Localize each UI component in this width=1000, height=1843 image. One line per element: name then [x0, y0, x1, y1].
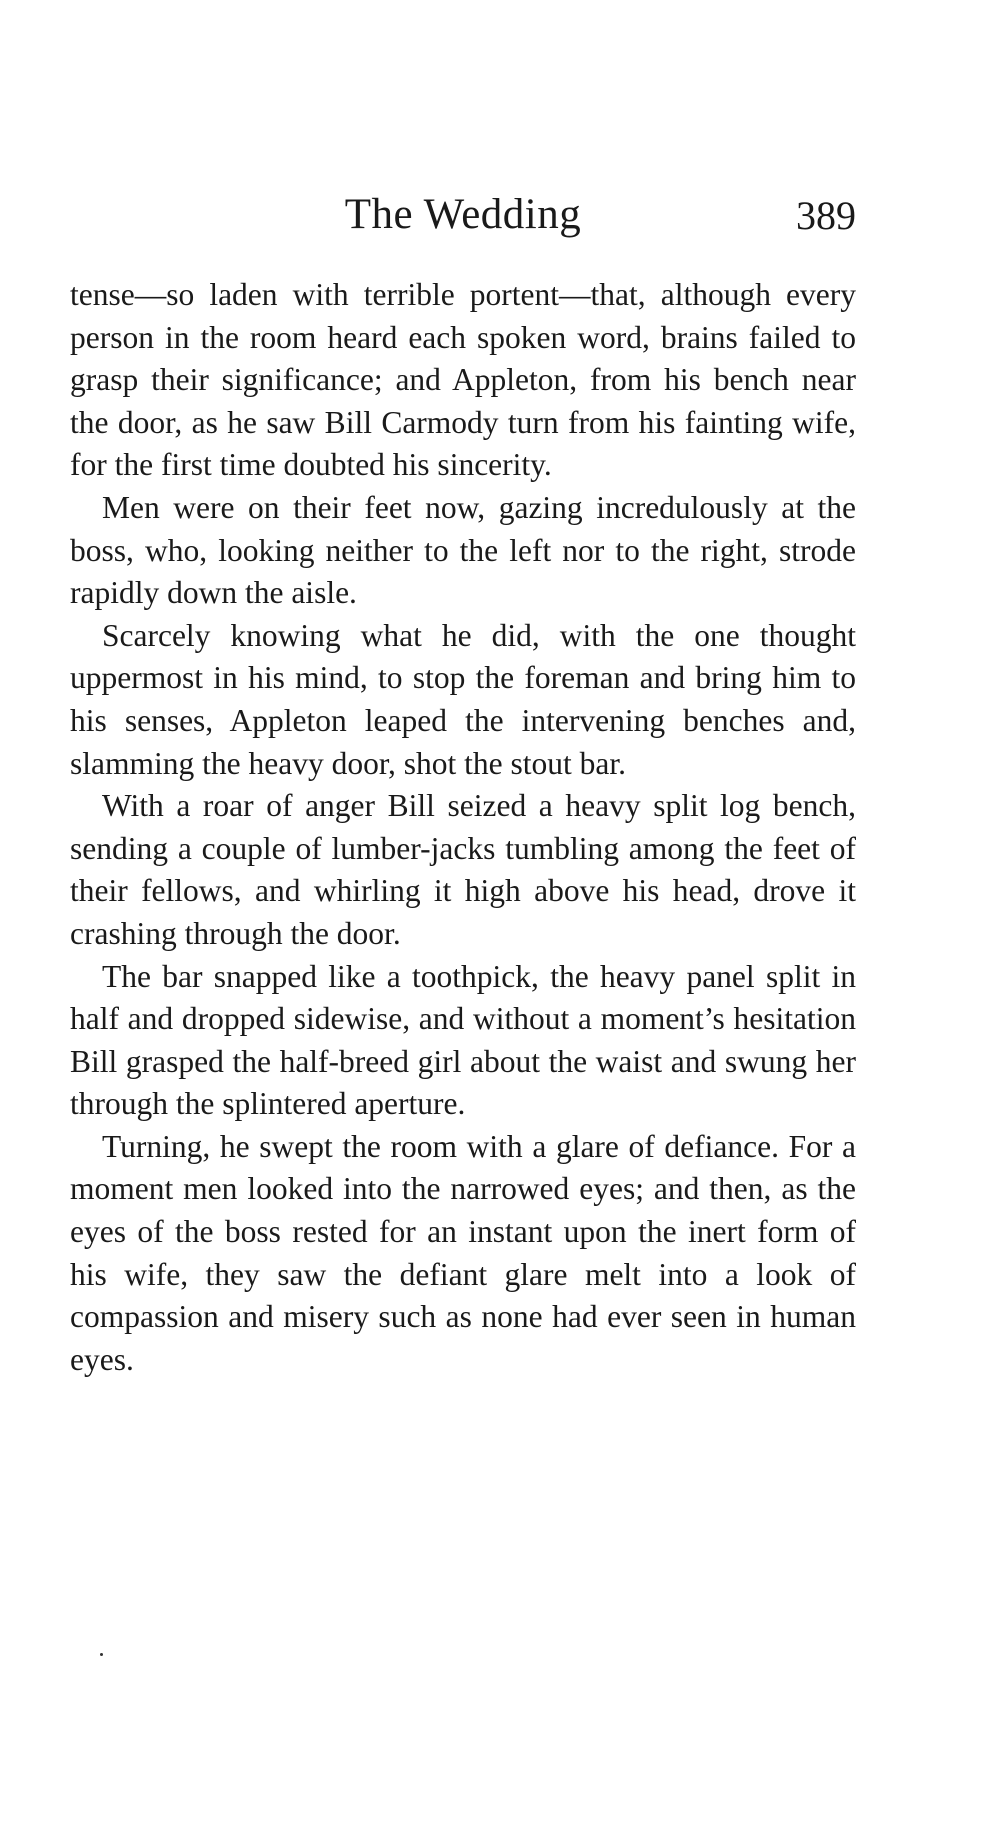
running-header: [70, 190, 856, 254]
paragraph: The bar snapped like a toothpick, the heavy panel split in half and dropped sidewise, and without a moment’s hesitation Bill grasped the half-breed girl about the waist and swung her through the splintered aperture.: [70, 958, 856, 1122]
book-page: [70, 190, 856, 1381]
print-speck: [100, 1653, 103, 1656]
chapter-title: The Wedding: [344, 191, 582, 238]
body-text: [70, 274, 856, 1381]
paragraph: Scarcely knowing what he did, with the one thought uppermost in his mind, to stop the foreman and bring him to his senses, Appleton leaped the intervening benches and, slamming the heavy door, shot the stout bar.: [70, 617, 856, 781]
paragraph: tense—so laden with terrible portent—that, although every person in the room heard each spoken word, brains failed to grasp their significance; and Appleton, from his bench near the door, as he saw Bill Carmody turn from his fainting wife, for the first time doubted his sincerity.: [70, 277, 856, 483]
page-number: 389: [796, 193, 856, 238]
paragraph: Turning, he swept the room with a glare of defiance. For a moment men looked into the narrowed eyes; and then, as the eyes of the boss rested for an instant upon the inert form of his wife, they saw the defiant glare melt into a look of compassion and misery such as none had ever seen in human eyes.: [70, 1128, 856, 1377]
paragraph: Men were on their feet now, gazing incredulously at the boss, who, looking neither to the left nor to the right, strode rapidly down the aisle.: [70, 489, 856, 611]
paragraph: With a roar of anger Bill seized a heavy split log bench, sending a couple of lumber-jacks tumbling among the feet of their fellows, and whirling it high above his head, drove it crashing through the door.: [70, 788, 856, 951]
